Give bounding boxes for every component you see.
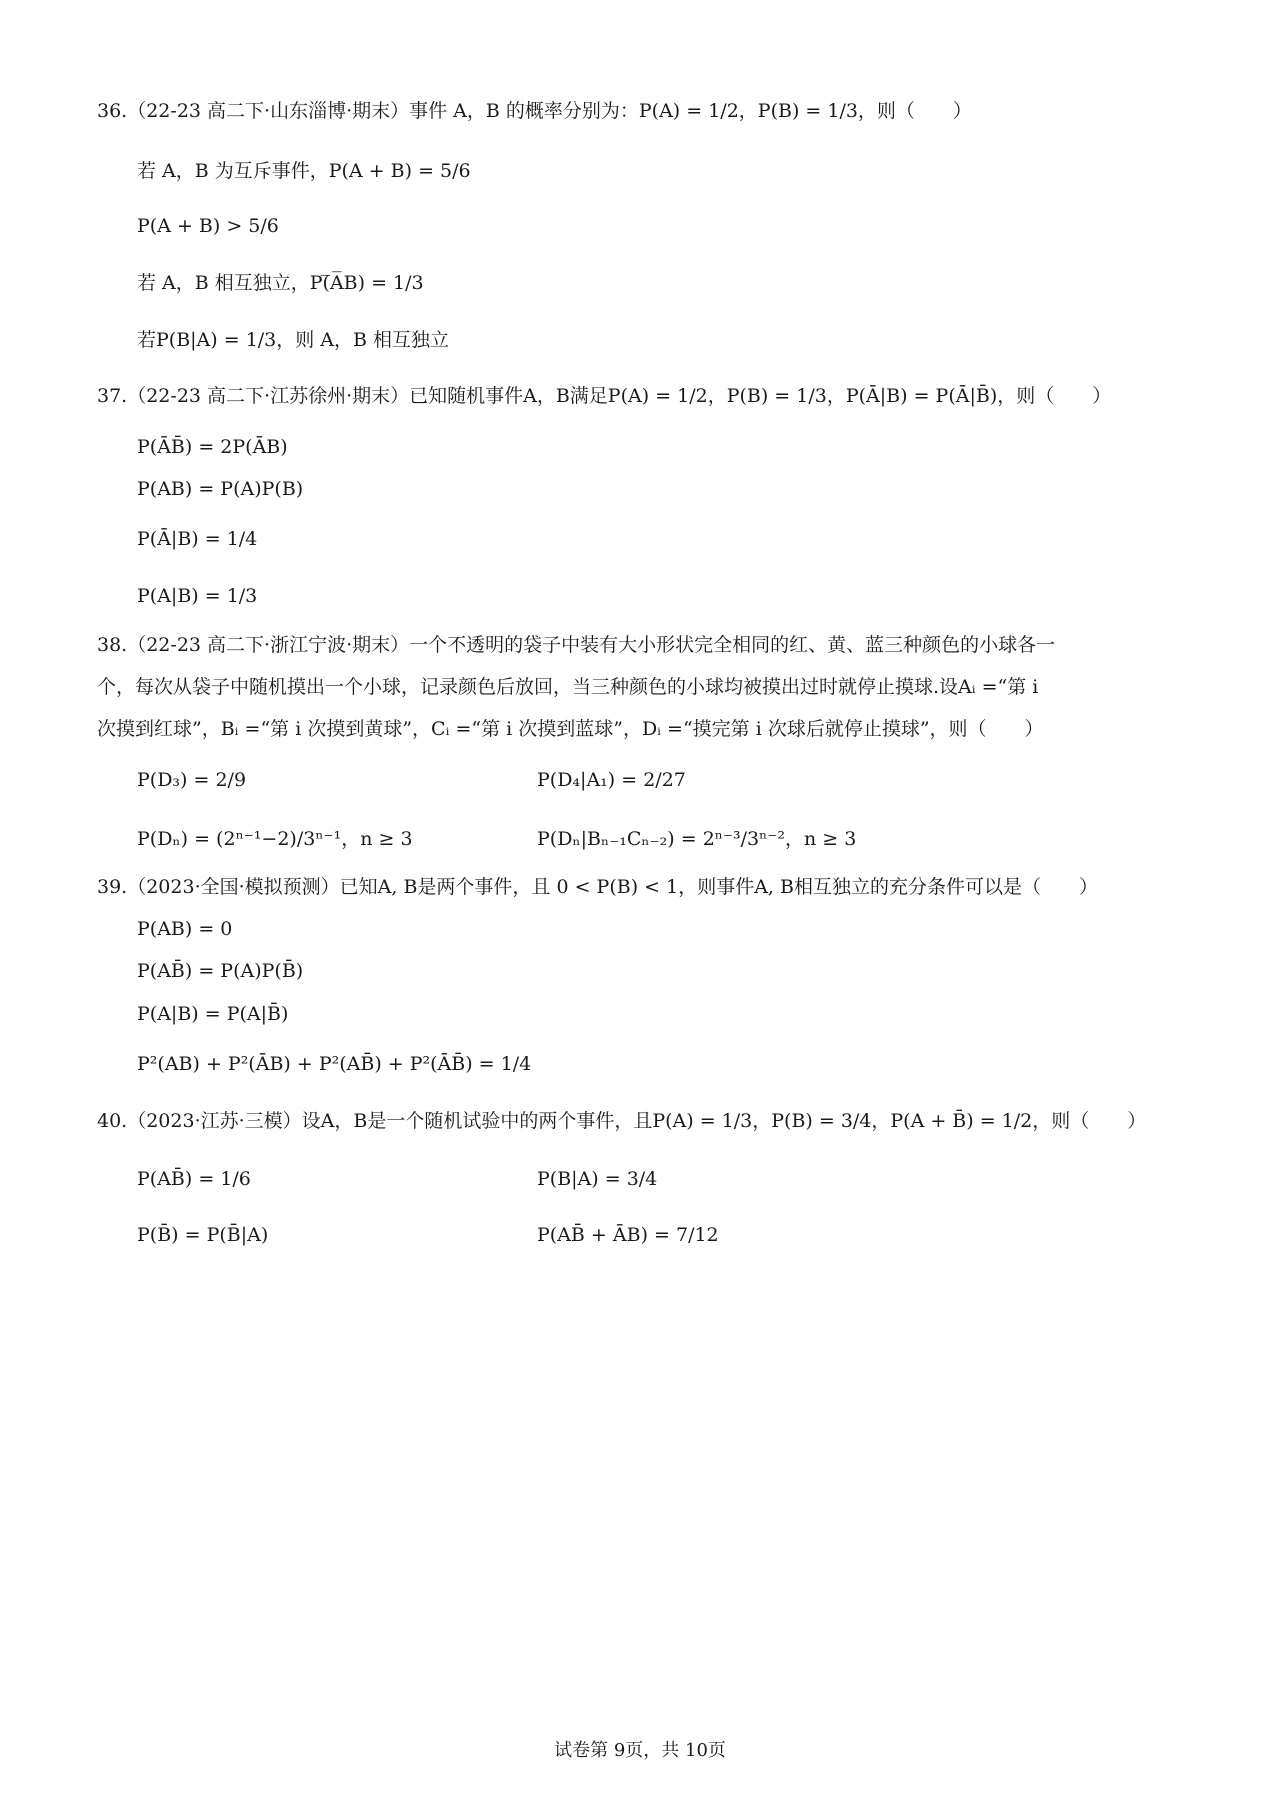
- question-37-stem: 37.（22-23 高二下·江苏徐州·期末）已知随机事件A，B满足P(A) = 1/2，P(B) = 1/3，P(Ā|B) = P(Ā|B̄)，则（ ）: [97, 385, 1112, 407]
- q38-option-a: P(D₃) = 2/9: [137, 769, 247, 791]
- q40-option-a: P(AB̄) = 1/6: [137, 1168, 251, 1190]
- q39-option-c: P(A|B) = P(A|B̄): [137, 1003, 289, 1025]
- q40-option-c: P(B̄) = P(B̄|A): [137, 1224, 269, 1246]
- page-footer: 试卷第 9页，共 10页: [554, 1740, 726, 1761]
- question-38-stem-line3: 次摸到红球”，Bᵢ =“第 i 次摸到黄球”，Cᵢ =“第 i 次摸到蓝球”，Dᵢ =“摸完第 i 次球后就停止摸球”，则（ ）: [97, 718, 1044, 740]
- q40-option-d: P(AB̄ + ĀB) = 7/12: [537, 1224, 719, 1246]
- q38-option-c: P(Dₙ) = (2ⁿ⁻¹−2)/3ⁿ⁻¹，n ≥ 3: [137, 828, 413, 850]
- q39-option-b: P(AB̄) = P(A)P(B̄): [137, 960, 304, 982]
- question-38-stem-line1: 38.（22-23 高二下·浙江宁波·期末）一个不透明的袋子中装有大小形状完全相同的红、黄、蓝三种颜色的小球各一: [97, 634, 1056, 656]
- q37-option-c: P(Ā|B) = 1/4: [137, 528, 258, 550]
- q36-option-a: 若 A，B 为互斥事件，P(A + B) = 5/6: [137, 160, 471, 182]
- q36-option-c: 若 A，B 相互独立，P(̅A̅B) = 1/3: [137, 272, 424, 294]
- q38-option-b: P(D₄|A₁) = 2/27: [537, 769, 686, 791]
- question-38-stem-line2: 个，每次从袋子中随机摸出一个小球，记录颜色后放回，当三种颜色的小球均被摸出过时就停止摸球.设Aᵢ =“第 i: [97, 676, 1039, 698]
- question-36-stem: 36.（22-23 高二下·山东淄博·期末）事件 A，B 的概率分别为：P(A) = 1/2，P(B) = 1/3，则（ ）: [97, 100, 972, 122]
- question-39-stem: 39.（2023·全国·模拟预测）已知A, B是两个事件，且 0 < P(B) < 1，则事件A, B相互独立的充分条件可以是（ ）: [97, 876, 1098, 898]
- q38-option-d: P(Dₙ|Bₙ₋₁Cₙ₋₂) = 2ⁿ⁻³/3ⁿ⁻²，n ≥ 3: [537, 828, 857, 850]
- q37-option-d: P(A|B) = 1/3: [137, 585, 258, 607]
- question-40-stem: 40.（2023·江苏·三模）设A，B是一个随机试验中的两个事件，且P(A) = 1/3，P(B) = 3/4，P(A + B̄) = 1/2，则（ ）: [97, 1110, 1147, 1132]
- q36-option-d: 若P(B|A) = 1/3，则 A，B 相互独立: [137, 329, 450, 351]
- q37-option-b: P(AB) = P(A)P(B): [137, 478, 304, 500]
- q40-option-b: P(B|A) = 3/4: [537, 1168, 658, 1190]
- q37-option-a: P(ĀB̄) = 2P(ĀB): [137, 436, 288, 458]
- q36-option-b: P(A + B) > 5/6: [137, 215, 279, 237]
- q39-option-a: P(AB) = 0: [137, 918, 233, 940]
- q39-option-d: P²(AB) + P²(ĀB) + P²(AB̄) + P²(ĀB̄) = 1/4: [137, 1053, 532, 1075]
